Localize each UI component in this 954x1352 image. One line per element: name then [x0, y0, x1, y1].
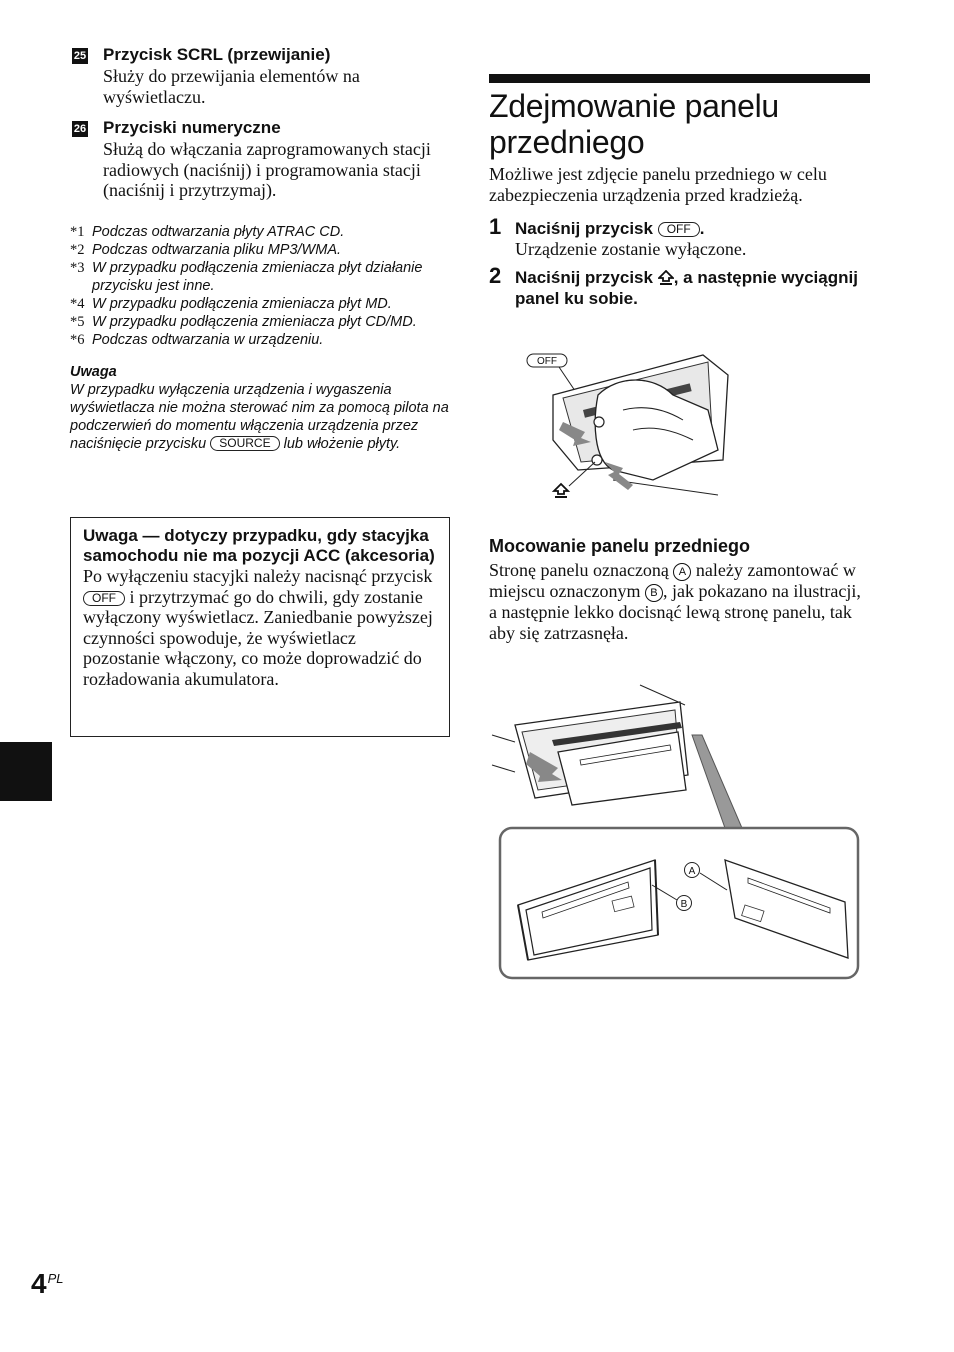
item-scrl	[70, 44, 452, 107]
footnote: *1 Podczas odtwarzania płyty ATRAC CD.	[70, 223, 345, 240]
subsection-text: Stronę panelu oznaczoną A należy zamontować w miejscu oznaczonym B , jak pokazano na ilustracji, a następnie lekko docisnąć lewą stronę panelu, tak aby się zatrzasnęła.	[489, 560, 861, 643]
warning-title: Uwaga — dotyczy przypadku, gdy stacyjka samochodu nie ma pozycji ACC (akcesoria)	[83, 526, 435, 565]
section-tab-marker	[0, 742, 52, 801]
note-title: Uwaga	[70, 363, 117, 380]
mark-b-badge: B	[645, 584, 663, 602]
remove-panel-illustration	[523, 350, 753, 505]
step-number: 1	[489, 214, 502, 239]
item-number-badge: 26	[73, 123, 87, 135]
footnote: *3 W przypadku podłączenia zmieniacza płyt działanie przycisku jest inne.	[70, 259, 423, 294]
mark-a-label: A	[688, 866, 696, 877]
step-title: Naciśnij przycisk OFF .	[515, 219, 705, 238]
step-title: Naciśnij przycisk , a następnie wyciągnij panel ku sobie.	[515, 268, 858, 308]
step-2	[489, 263, 871, 309]
mark-a-badge: A	[673, 563, 691, 581]
attach-panel-illustration	[480, 680, 865, 985]
section-heading: Zdejmowanie panelu przedniego	[489, 88, 779, 160]
source-key-label: SOURCE	[210, 436, 279, 451]
eject-release-icon	[554, 484, 568, 498]
footnote: *5 W przypadku podłączenia zmieniacza płyt CD/MD.	[70, 313, 417, 330]
step-description: Urządzenie zostanie wyłączone.	[515, 239, 747, 259]
off-key-label: OFF	[83, 591, 125, 606]
intro-text: Możliwe jest zdjęcie panelu przedniego w celu zabezpieczenia urządzenia przed kradzieżą.	[489, 164, 827, 205]
heading-rule	[489, 74, 870, 83]
warning-text: Po wyłączeniu stacyjki należy nacisnąć przycisk OFF i przytrzymać go do chwili, gdy zostanie wyłączony wyświetlacz. Zaniedbanie powyższej czynności spowoduje, że wyświetlacz pozostanie włączony, co może doprowadzić do rozładowania akumulatora.	[83, 566, 433, 689]
footnote: *2 Podczas odtwarzania pliku MP3/WMA.	[70, 241, 342, 258]
note-text: W przypadku wyłączenia urządzenia i wygaszenia wyświetlacza nie można sterować nim za pomocą pilota na podczerwień do momentu włączenia urządzenia przez naciśnięcie przycisku SOURCE lub włożenie płyty.	[70, 381, 449, 453]
eject-release-icon	[658, 270, 674, 286]
off-button-label: OFF	[537, 356, 557, 367]
item-title: Przyciski numeryczne	[103, 118, 281, 137]
page-number: $4^{PL}$	[31, 1268, 64, 1299]
item-description: Służy do przewijania elementów na wyświetlaczu.	[103, 66, 360, 107]
item-numeric	[70, 117, 452, 201]
page-language-suffix: PL	[47, 1271, 64, 1286]
footnotes	[70, 223, 452, 349]
off-key-label: OFF	[658, 222, 700, 237]
left-column	[70, 44, 452, 454]
item-number-badge: 25	[73, 50, 87, 62]
footnote: *6 Podczas odtwarzania w urządzeniu.	[70, 331, 324, 348]
item-title: Przycisk SCRL (przewijanie)	[103, 45, 331, 64]
item-description: Służą do włączania zaprogramowanych stacji radiowych (naciśnij) i programowania stacji (naciśnij i przytrzymaj).	[103, 139, 431, 200]
right-column	[489, 74, 871, 309]
footnote: *4 W przypadku podłączenia zmieniacza płyt MD.	[70, 295, 392, 312]
subsection-title: Mocowanie panelu przedniego	[489, 536, 751, 556]
mark-b-label: B	[680, 899, 688, 910]
step-1	[489, 214, 871, 259]
warning-box	[70, 517, 450, 737]
step-number: 2	[489, 263, 502, 288]
